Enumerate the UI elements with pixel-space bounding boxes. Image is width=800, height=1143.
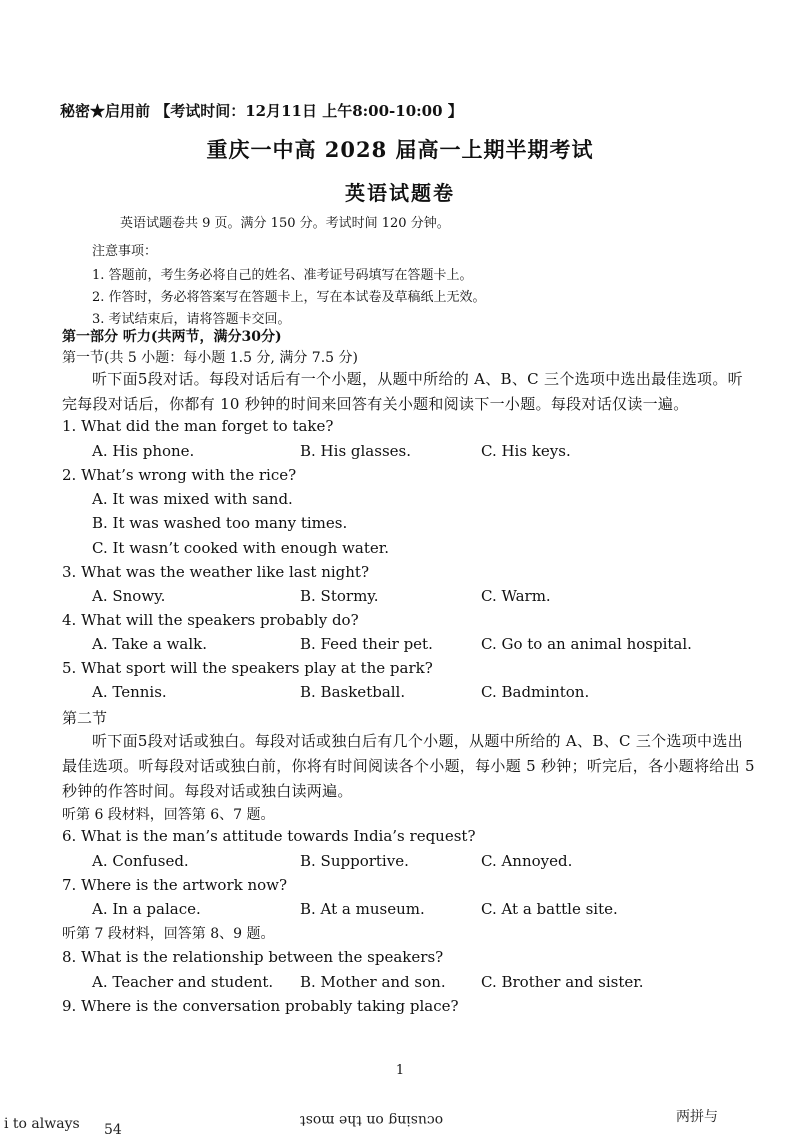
option-b: B. It was washed too many times. <box>92 514 348 532</box>
option-c: C. At a battle site. <box>481 900 618 918</box>
option-c: C. His keys. <box>481 442 571 460</box>
exam-subtitle: 英语试题卷 <box>345 181 455 205</box>
option-a: A. It was mixed with sand. <box>92 490 293 508</box>
notes-heading: 注意事项： <box>92 244 158 259</box>
option-b: B. Basketball. <box>300 683 406 701</box>
option-a: A. Snowy. <box>92 587 166 605</box>
option-b: B. At a museum. <box>300 900 425 918</box>
option-c: C. It wasn’t cooked with enough water. <box>92 539 390 557</box>
note-item: 2. 作答时，务必将答案写在答题卡上，写在本试卷及草稿纸上无效。 <box>92 290 486 305</box>
option-b: B. Stormy. <box>300 587 379 605</box>
exam-info: 英语试题卷共 9 页。满分 150 分。考试时间 120 分钟。 <box>120 216 450 231</box>
bleed-through-text-right: 两拼与 <box>676 1109 718 1125</box>
option-c: C. Go to an animal hospital. <box>481 635 692 653</box>
question-1: 1. What did the man forget to take? <box>62 417 334 435</box>
section1-instructions: 听下面5段对话。每段对话后有一个小题，从题中所给的 A、B、C 三个选项中选出最佳选项。听完每段对话后，你都有 10 秒钟的时间来回答有关小题和阅读下一小题。每段对话仅读一遍。 <box>62 370 743 413</box>
question-2: 2. What’s wrong with the rice? <box>62 466 297 484</box>
option-c: C. Warm. <box>481 587 551 605</box>
confidential-exam-time: 秘密★启用前 【考试时间：12月11日 上午8:00-10:00 】 <box>60 102 463 120</box>
option-c: C. Brother and sister. <box>481 973 644 991</box>
exam-title: 重庆一中高 2028 届高一上期半期考试 <box>206 137 594 162</box>
question-4: 4. What will the speakers probably do? <box>62 611 359 629</box>
section2-instructions: 听下面5段对话或独白。每段对话或独白后有几个小题，从题中所给的 A、B、C 三个选项中选出最佳选项。听每段对话或独白前，你将有时间阅读各个小题，每小题 5 秒钟；听完后，各小题将给出 5 秒钟的作答时间。每段对话或独白读两遍。 <box>62 732 755 800</box>
bleed-through-number: 54 <box>104 1122 122 1138</box>
section1-heading: 第一节(共 5 小题：每小题 1.5 分, 满分 7.5 分) <box>62 350 358 366</box>
option-b: B. Feed their pet. <box>300 635 433 653</box>
material-7-instruction: 听第 7 段材料，回答第 8、9 题。 <box>62 926 275 942</box>
material-6-instruction: 听第 6 段材料，回答第 6、7 题。 <box>62 807 275 823</box>
option-a: A. Confused. <box>92 852 189 870</box>
option-b: B. His glasses. <box>300 442 411 460</box>
option-b: B. Supportive. <box>300 852 409 870</box>
option-a: A. His phone. <box>92 442 195 460</box>
option-c: C. Badminton. <box>481 683 590 701</box>
question-5: 5. What sport will the speakers play at the park? <box>62 659 433 677</box>
question-8: 8. What is the relationship between the speakers? <box>62 948 444 966</box>
section2-heading: 第二节 <box>62 709 108 727</box>
part1-heading: 第一部分 听力(共两节，满分30分) <box>62 329 282 345</box>
question-9: 9. Where is the conversation probably taking place? <box>62 997 459 1015</box>
question-6: 6. What is the man’s attitude towards India’s request? <box>62 827 476 845</box>
note-item: 3. 考试结束后，请将答题卡交回。 <box>92 312 291 327</box>
question-3: 3. What was the weather like last night? <box>62 563 369 581</box>
option-c: C. Annoyed. <box>481 852 573 870</box>
note-item: 1. 答题前，考生务必将自己的姓名、准考证号码填写在答题卡上。 <box>92 268 473 283</box>
bleed-through-text: i to always <box>4 1116 80 1132</box>
bleed-through-text-mirrored: ocusing on the most <box>300 1112 444 1128</box>
page-number: 1 <box>395 1063 405 1078</box>
option-b: B. Mother and son. <box>300 973 446 991</box>
option-a: A. Tennis. <box>92 683 167 701</box>
question-7: 7. Where is the artwork now? <box>62 876 288 894</box>
option-a: A. In a palace. <box>92 900 201 918</box>
option-a: A. Teacher and student. <box>92 973 274 991</box>
option-a: A. Take a walk. <box>92 635 208 653</box>
